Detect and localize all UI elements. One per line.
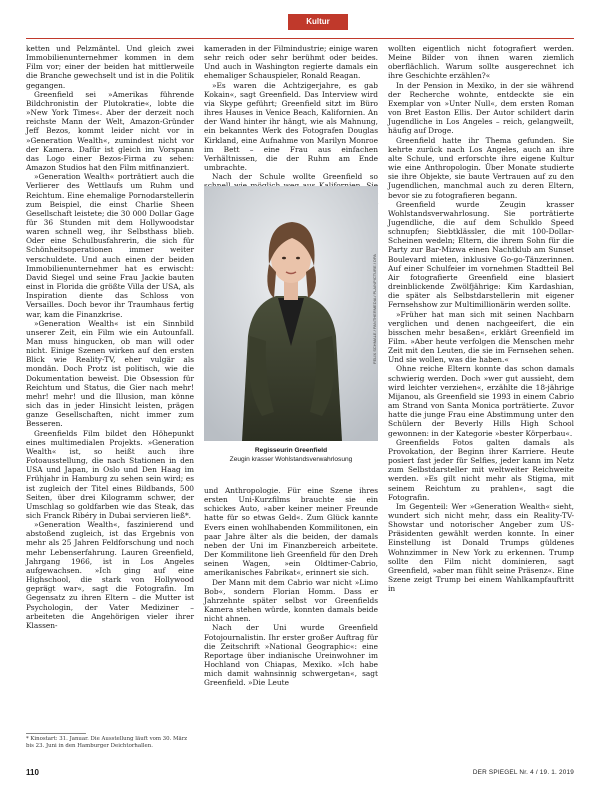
paragraph: und Anthropologie. Für eine Szene ihres ersten Uni-Kurzfilms brauchte sie ein schickes Auto, »aber keiner meiner Freunde hatte für so etwas Geld«. Zum Glück kannte Evers einen wohlhabenden Kommilitonen, ein paar Jahre älter als die beiden, der damals neben der Uni im Finanzbereich arbeitete. Der Kommilitone lieh Greenfield für den Dreh seinen Wagen, »ein Oldtimer-Cabrio, amerikanisches Fabrikat«, erinnert sie sich.	[204, 486, 378, 578]
footnote-rule	[26, 733, 86, 734]
paragraph: ketten und Pelzmäntel. Und gleich zwei Immobilienunternehmer kommen in dem Film vor; einer der beiden hat mittlerweile die Branche gewechselt und ist in die Politik gegangen.	[26, 44, 194, 90]
paragraph: »Generation Wealth« porträtiert auch die Verlierer des Wettlaufs um Ruhm und Reichtum. Eine ehemalige Pornodarstellerin zum Beispiel, die einst Charlie Sheen Gesellschaft leistete; die 30 000 Dollar Gage für 36 Stunden mit dem Hollywoodstar waren schnell weg, ihr Selbsthass blieb. Oder eine Schulbusfahrerin, die sich für Schönheitsoperationen immer weiter verschuldete. Und auch einen der beiden Immobilienunternehmer hat es erwischt: David Siegel und seine Frau Jackie bauten einst in Florida die größte Villa der USA, als Inspiration diente das Schloss von Versailles. Doch bevor ihr Traumhaus fertig war, kam die Finanzkrise.	[26, 172, 194, 319]
paragraph: Der Mann mit dem Cabrio war nicht »Limo Bob«, sondern Florian Homm. Dass er Jahrzehnte später selbst vor Greenfields Kamera stehen würde, konnten damals beide nicht ahnen.	[204, 577, 378, 624]
article-column-2-top	[204, 44, 378, 184]
paragraph: Greenfield wurde Zeugin krasser Wohlstandsverwahrlosung. Sie porträtierte Jugendliche, die auf dem Schulklo Speed schnupfen; Siebtklässler, die mit 100-Dollar-Scheinen wedeln; Eltern, die ihrem Sohn für die Party zur Bar-Mizwa einen Nachtklub am Sunset Boulevard mieten, inklusive Go-go-Tänzerinnen. Auf einer Schulfeier im vornehmen Stadtteil Bel Air fotografierte Greenfield eine blasiert dreinblickende Zwölfjährige: Kim Kardashian, die später als Selbstdarstellerin mit eigener Fernsehshow zur Multimillionärin werden sollte.	[388, 199, 574, 310]
paragraph: Ohne reiche Eltern konnte das schon damals schwierig werden. Doch »wer gut aussieht, dem wird leichter verziehen«, erzählte die 18-jährige Mijanou, als Greenfield sie 1993 in einem Cabrio am Strand von Santa Monica porträtierte. Zuvor hatte die junge Frau eine Abstimmung unter den Schülern der Beverly Hills High School gewonnen: in der Kategorie »bester Körperbau«.	[388, 364, 574, 438]
paragraph: Greenfield hatte ihr Thema gefunden. Sie kehrte zurück nach Los Angeles, auch an ihre alte Schule, und erforschte ihre eigene Kultur wie eine Anthropologin. Über Monate studierte sie ihre Objekte, sie baute Vertrauen auf zu den Jugendlichen, manchmal auch zu deren Eltern, bevor sie zu fotografieren begann.	[388, 135, 574, 200]
photo-caption	[204, 446, 378, 464]
paragraph: Nach der Uni wurde Greenfield Fotojournalistin. Ihr erster großer Auftrag für die Zeitschrift »National Geographic«: eine Reportage über indianische Ureinwohner im Hochland von Chiapas, Mexiko. »Ich habe mich damit wahnsinnig schwergetan«, sagt Greenfield. »Die Leute	[204, 623, 378, 688]
paragraph: In der Pension in Mexiko, in der sie während der Recherche wohnte, entdeckte sie ein Exemplar von »Unter Null«, dem ersten Roman von Bret Easton Ellis. Der Autor schildert darin Jugendliche in Los Angeles – reich, gelangweilt, häufig auf Droge.	[388, 80, 574, 136]
caption-text: Zeugin krasser Wohlstandsverwahrlosung	[229, 456, 353, 463]
paragraph: Greenfields Fotos galten damals als Provokation, der Beginn ihrer Karriere. Heute posiert fast jeder für Selfies, jeder kann im Netz zum Selbstdarsteller mit weltweiter Reichweite werden. »Es gilt nicht mehr als Stigma, mit seinem Reichtum zu prahlen«, sagt die Fotografin.	[388, 437, 574, 502]
paragraph: Im Gegenteil: Wer »Generation Wealth« sieht, wundert sich nicht mehr, dass ein Reality-TV-Showstar und notorischer Angeber zum US-Präsidenten gewählt werden konnte. In einer Einstellung ist Donald Trumps güldenes Wohnzimmer in New York zu erkennen. Trump sollte den Film nicht dominieren, sagt Greenfield, »aber man fühlt seine Präsenz«. Eine Szene zeigt Trump bei einem Wahlkampfauftritt in	[388, 501, 574, 594]
page-number: 110	[26, 768, 39, 777]
paragraph: Greenfield sei »Amerikas führende Bildchronistin der Plutokratie«, lobte die »New York Times«. Aber der derzeit noch reichste Mann der Welt, Amazon-Gründer Jeff Bezos, kommt leider nicht vor in »Generation Wealth«, zumindest nicht vor der Kamera. Dafür ist gleich im Vorspann das Logo einer Bezos-Firma zu sehen: Amazon Studios hat den Film mitfinanziert.	[26, 89, 194, 173]
article-column-1	[26, 44, 194, 734]
article-column-2-bottom	[204, 486, 378, 786]
portrait-photo	[204, 186, 378, 441]
paragraph: Greenfields Film bildet den Höhepunkt eines multimedialen Projekts. »Generation Wealth« ist, so heißt auch ihre Fotoausstellung, die nach Stationen in den USA und Japan, in Oslo und Den Haag im Frühjahr in Hamburg zu sehen sein wird; es ist zugleich der Titel eines Bildbands, 500 Seiten, über drei Kilogramm schwer, der Umschlag so goldfarben wie das Steak, das sich Franck Ribéry in Dubai servieren ließ*.	[26, 428, 194, 520]
footnote: * Kinostart: 31. Januar. Die Ausstellung läuft vom 30. März bis 23. Juni in den Hamburger Deichtorhallen.	[26, 736, 188, 750]
section-label: Kultur	[288, 14, 348, 30]
paragraph: wollten eigentlich nicht fotografiert werden. Meine Bilder von ihnen waren ziemlich oberflächlich. Warum sollte ausgerechnet ich ihre Geschichte erzählen?«	[388, 44, 574, 81]
paragraph: Nach der Schule wollte Greenfield so	[212, 172, 378, 182]
paragraph: »Früher hat man sich mit seinen Nachbarn verglichen und denen nachgeeifert, die ein bisschen mehr besaßen«, erklärt Greenfield im Film. »Aber heute verfolgen die Menschen mehr Zeit mit den Leuten, die sie im Fernsehen sehen. Und sie wollen, was die haben.«	[388, 309, 574, 365]
article-column-3	[388, 44, 574, 786]
paragraph: kameraden in der Filmindustrie; einige waren sehr reich oder sehr berühmt oder beides. Und auch in Washington regierte damals ein ehemaliger Schauspieler, Ronald Reagan.	[204, 44, 378, 81]
paragraph: »Es waren die Achtzigerjahre, es gab Kokain«, sagt Greenfield. Das Interview wird via Skype geführt; Greenfield sitzt im Büro ihres Hauses in Venice Beach, Kalifornien. An der Wand hinter ihr hängt, wie als Mahnung, ein bekanntes Werk des Fotografen Douglas Kirkland, eine Aufnahme von Marilyn Monroe im Bett – eine Frau aus einfachen Verhältnissen, die der Ruhm am Ende umbrachte.	[204, 80, 378, 173]
header-rule	[26, 38, 574, 39]
caption-title: Regisseurin Greenfield	[254, 447, 328, 454]
paragraph: »Generation Wealth« ist ein Sinnbild unserer Zeit, ein Film wie ein Autounfall. Man muss hingucken, ob man will oder nicht. Einige Szenen wirken auf den ersten Blick wie Reality-TV, eher vulgär als mondän. Doch Protz ist politisch, wie die Dokumentation beweist. Die Obsession für Reichtum und Status, die Gier nach mehr! mehr! mehr! und die Illusion, man könne sich das in jeder Hinsicht leisten, prägen ganze Gesellschaften, nicht immer zum Besseren.	[26, 318, 194, 429]
photo-credit: FELIX SCHMALE / PANTHERMEDIA / PLAINPICTURE / DPA	[372, 254, 377, 364]
issue-line: DER SPIEGEL Nr. 4 / 19. 1. 2019	[472, 769, 574, 776]
paragraph: »Generation Wealth«, faszinierend und abstoßend zugleich, ist das Ergebnis von mehr als 25 Jahren Feldforschung und noch mehr Lebenserfahrung. Lauren Greenfield, Jahrgang 1966, ist in Los Angeles aufgewachsen. »Ich ging auf eine Highschool, die stark von Hollywood geprägt war«, sagt die Fotografin. Im Gegensatz zu ihren Eltern – die Mutter ist Psychologin, der Vater Mediziner – arbeiteten die Angehörigen vieler ihrer Klassen-	[26, 520, 194, 630]
